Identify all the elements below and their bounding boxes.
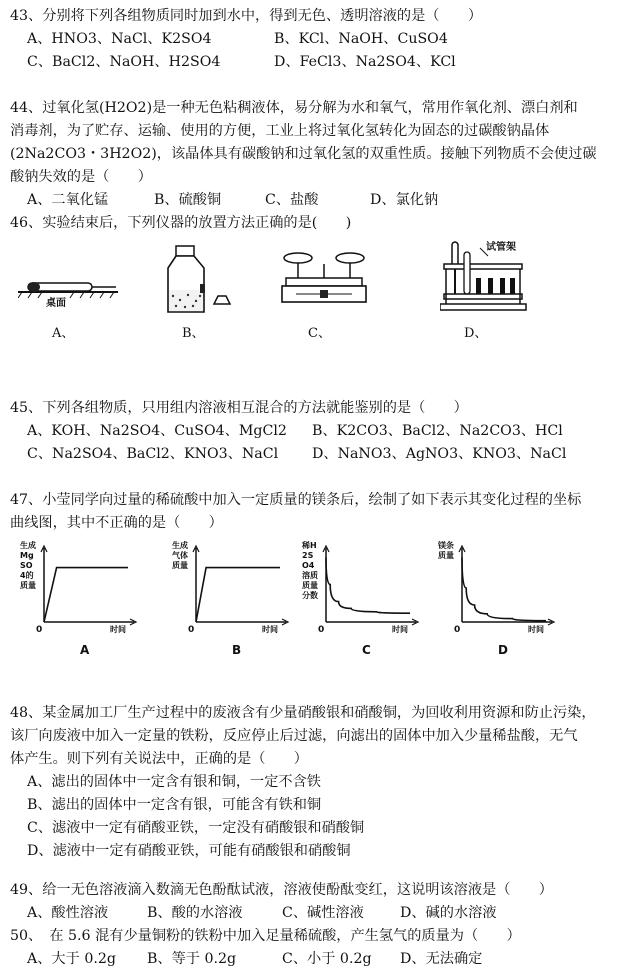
series-line <box>196 568 280 622</box>
q44-line-1: 44、过氧化氢(H2O2)是一种无色粘稠液体，易分解为水和氧气，常用作氧化剂、漂白剂和 <box>10 100 578 116</box>
q44-option-d: D、氯化钠 <box>370 192 439 208</box>
q50-option-a: A、大于 0.2g <box>27 951 116 967</box>
q44-line-3: (2Na2CO3・3H2O2)，该晶体具有碳酸钠和过氧化氢的双重性质。接触下列物质不会使过碳 <box>10 146 597 162</box>
figure-a-tube-on-desk <box>18 272 118 318</box>
x-axis-label: 时间 <box>528 625 544 634</box>
q49-option-d: D、碱的水溶液 <box>400 905 497 921</box>
q44-option-a: A、二氧化锰 <box>27 192 109 208</box>
q50-option-c: C、小于 0.2g <box>282 951 372 967</box>
y-axis-label: O4 <box>302 561 315 570</box>
rack-label: 试管架 <box>486 242 516 253</box>
y-axis-label: SO <box>20 561 33 570</box>
figure-d-label: D、 <box>464 326 488 341</box>
q46-stem: 46、实验结束后，下列仪器的放置方法正确的是( ) <box>10 215 352 231</box>
x-axis-label: 时间 <box>262 625 278 634</box>
chart-svg <box>300 540 420 658</box>
q47-line-1: 47、小莹同学向过量的稀硫酸中加入一定质量的镁条后，绘制了如下表示其变化过程的坐标 <box>10 492 582 508</box>
chart-c <box>300 540 420 662</box>
q48-line-1: 48、某金属加工厂生产过程中的废液含有少量硝酸银和硝酸铜，为回收利用资源和防止污染， <box>10 705 596 721</box>
figure-b-reagent-bottle <box>158 244 248 324</box>
origin-label: 0 <box>454 625 461 635</box>
q43-option-d: D、FeCl3、Na2SO4、KCl <box>274 54 456 70</box>
q44-line-2: 消毒剂，为了贮存、运输、使用的方便，工业上将过氧化氢转化为固态的过碳酸钠晶体 <box>10 123 550 139</box>
q48-line-2: 该厂向废液中加入一定量的铁粉，反应停止后过滤，向滤出的固体中加入少量稀盐酸，无气 <box>10 728 578 744</box>
y-axis-label: 气体 <box>172 551 188 560</box>
q45-option-b: B、K2CO3、BaCl2、Na2CO3、HCl <box>312 423 563 439</box>
y-axis-label: 稀H <box>302 541 317 550</box>
q43-stem: 43、分别将下列各组物质同时加到水中，得到无色、透明溶液的是（ ） <box>10 8 483 24</box>
q43-option-a: A、HNO3、NaCl、K2SO4 <box>27 31 212 47</box>
q45-option-d: D、NaNO3、AgNO3、KNO3、NaCl <box>312 446 567 462</box>
q50-option-b: B、等于 0.2g <box>147 951 237 967</box>
q48-option-d: D、滤液中一定有硝酸亚铁，可能有硝酸银和硝酸铜 <box>27 843 351 859</box>
chart-a <box>18 540 138 662</box>
figure-c-balance <box>276 244 372 312</box>
y-axis-label: 质量 <box>302 581 318 590</box>
x-axis-label: 时间 <box>392 625 408 634</box>
origin-label: 0 <box>36 625 43 635</box>
y-axis-label: 镁条 <box>438 541 454 550</box>
chart-caption: C <box>362 643 371 657</box>
q49-option-a: A、酸性溶液 <box>27 905 109 921</box>
y-axis-label: 生成 <box>172 541 188 550</box>
q45-option-a: A、KOH、Na2SO4、CuSO4、MgCl2 <box>27 423 287 439</box>
chart-svg <box>18 540 138 658</box>
q45-option-c: C、Na2SO4、BaCl2、KNO3、NaCl <box>27 446 279 462</box>
y-axis-label: 生成 <box>20 541 36 550</box>
q50-stem: 50、 在 5.6 混有少量铜粉的铁粉中加入足量稀硫酸，产生氢气的质量为（ ） <box>10 928 521 944</box>
q48-option-c: C、滤液中一定有硝酸亚铁，一定没有硝酸银和硝酸铜 <box>27 820 365 836</box>
q48-option-a: A、滤出的固体中一定含有银和铜，一定不含铁 <box>27 774 321 790</box>
q48-option-b: B、滤出的固体中一定含有银，可能含有铁和铜 <box>27 797 322 813</box>
q49-option-b: B、酸的水溶液 <box>147 905 243 921</box>
origin-label: 0 <box>188 625 195 635</box>
q45-stem: 45、下列各组物质，只用组内溶液相互混合的方法就能鉴别的是（ ） <box>10 400 468 416</box>
series-line <box>326 557 410 613</box>
q48-line-3: 体产生。则下列有关说法中，正确的是（ ） <box>10 751 308 767</box>
series-line <box>44 568 128 622</box>
chart-b <box>170 540 290 662</box>
desk-label: 桌面 <box>46 298 66 309</box>
y-axis-label: 分数 <box>302 591 318 600</box>
q50-option-d: D、无法确定 <box>400 951 483 967</box>
chart-d <box>436 540 556 662</box>
chart-svg <box>436 540 556 658</box>
figure-c-label: C、 <box>308 326 331 341</box>
q43-option-c: C、BaCl2、NaOH、H2SO4 <box>27 54 221 70</box>
origin-label: 0 <box>318 625 325 635</box>
chart-caption: A <box>80 643 90 657</box>
y-axis-label: 质量 <box>438 551 454 560</box>
q43-option-b: B、KCl、NaOH、CuSO4 <box>274 31 448 47</box>
figure-a-label: A、 <box>52 326 75 341</box>
x-axis-label: 时间 <box>110 625 126 634</box>
y-axis-label: Mg <box>20 551 34 560</box>
figure-b-label: B、 <box>182 326 205 341</box>
y-axis-label: 质量 <box>172 561 188 570</box>
y-axis-label: 4的 <box>20 571 34 580</box>
q44-option-c: C、盐酸 <box>265 192 319 208</box>
chart-caption: D <box>498 643 508 657</box>
q44-line-4: 酸钠失效的是（ ） <box>10 169 152 185</box>
y-axis-label: 2S <box>302 551 314 560</box>
q47-line-2: 曲线图，其中不正确的是（ ） <box>10 515 223 531</box>
chart-caption: B <box>232 643 242 657</box>
series-line <box>462 557 546 620</box>
q49-option-c: C、碱性溶液 <box>282 905 364 921</box>
y-axis-label: 溶质 <box>302 571 318 580</box>
chart-svg <box>170 540 290 658</box>
figure-d-test-tube-rack <box>440 238 530 318</box>
y-axis-label: 质量 <box>20 581 36 590</box>
q44-option-b: B、硫酸铜 <box>154 192 222 208</box>
q49-stem: 49、给一无色溶液滴入数滴无色酚酞试液，溶液使酚酞变红，这说明该溶液是（ ） <box>10 882 553 898</box>
